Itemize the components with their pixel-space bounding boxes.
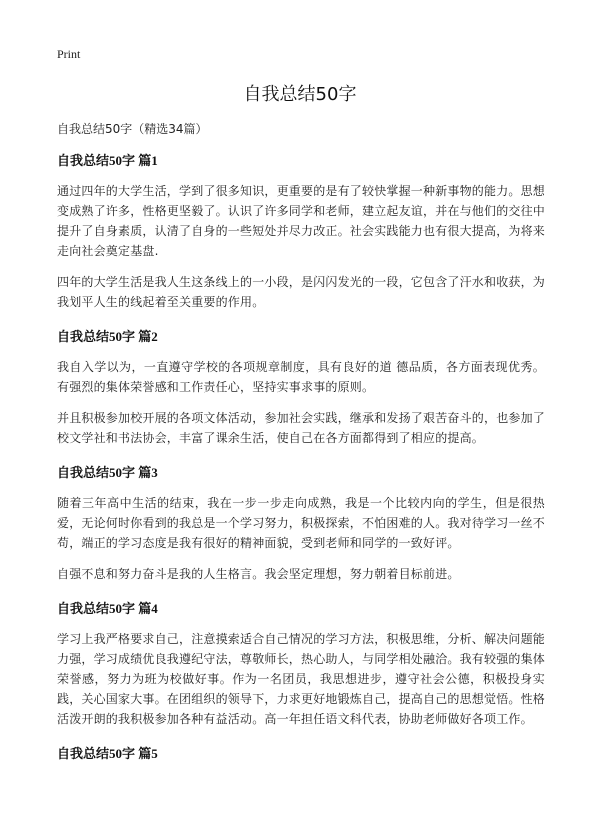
page-title: 自我总结50字 bbox=[243, 84, 357, 105]
section-4 bbox=[57, 598, 545, 729]
section-3 bbox=[57, 462, 545, 584]
document-subtitle: 自我总结50字（精选34篇） bbox=[57, 122, 208, 136]
document-content bbox=[57, 150, 545, 776]
paragraph: 我自入学以为，一直遵守学校的各项规章制度，具有良好的道 德品质，各方面表现优秀。有强烈的集体荣誉感和工作责任心，坚持实事求事的原则。 bbox=[57, 360, 545, 394]
section-5 bbox=[57, 743, 545, 762]
section-heading: 自我总结50字 篇4 bbox=[57, 601, 158, 616]
paragraph: 并且积极参加校开展的各项文体活动，参加社会实践，继承和发扬了艰苦奋斗的，也参加了校文学社和书法协会，丰富了课余生活，使自己在各方面都得到了相应的提高。 bbox=[57, 411, 546, 445]
section-heading: 自我总结50字 篇2 bbox=[57, 329, 158, 344]
paragraph: 学习上我严格要求自己，注意摸索适合自己情况的学习方法，积极思维，分析、解决问题能力强，学习成绩优良我遵纪守法，尊敬师长，热心助人，与同学相处融洽。我有较强的集体荣誉感，努力为班为校做好事。作为一名团员，我思想进步，遵守社会公德，积极投身实践，关心国家大事。在团组织的领导下，力求更好地锻炼自己，提高自己的思想觉悟。性格活泼开朗的我积极参加各种有益活动。高一年担任语文科代表，协助老师做好各项工作。 bbox=[57, 632, 546, 726]
print-link[interactable]: Print bbox=[57, 47, 81, 61]
paragraph: 自强不息和努力奋斗是我的人生格言。我会坚定理想，努力朝着目标前进。 bbox=[57, 567, 460, 581]
paragraph: 随着三年高中生活的结束，我在一步一步走向成熟，我是一个比较内向的学生，但是很热爱，无论何时你看到的我总是一个学习努力，积极探索，不怕困难的人。我对待学习一丝不苟，端正的学习态度是我有很好的精神面貌，受到老师和同学的一致好评。 bbox=[57, 496, 546, 550]
section-1 bbox=[57, 150, 545, 312]
section-heading: 自我总结50字 篇1 bbox=[57, 153, 158, 168]
paragraph: 四年的大学生活是我人生这条线上的一小段，是闪闪发光的一段，它包含了汗水和收获，为我划平人生的线起着至关重要的作用。 bbox=[57, 275, 546, 309]
section-heading: 自我总结50字 篇3 bbox=[57, 465, 158, 480]
section-heading: 自我总结50字 篇5 bbox=[57, 746, 158, 761]
section-2 bbox=[57, 326, 545, 448]
paragraph: 通过四年的大学生活，学到了很多知识，更重要的是有了较快掌握一种新事物的能力。思想变成熟了许多，性格更坚毅了。认识了许多同学和老师，建立起友谊，并在与他们的交往中提升了自身素质，认清了自身的一些短处并尽力改正。社会实践能力也有很大提高，为将来走向社会奠定基盘. bbox=[57, 184, 546, 258]
